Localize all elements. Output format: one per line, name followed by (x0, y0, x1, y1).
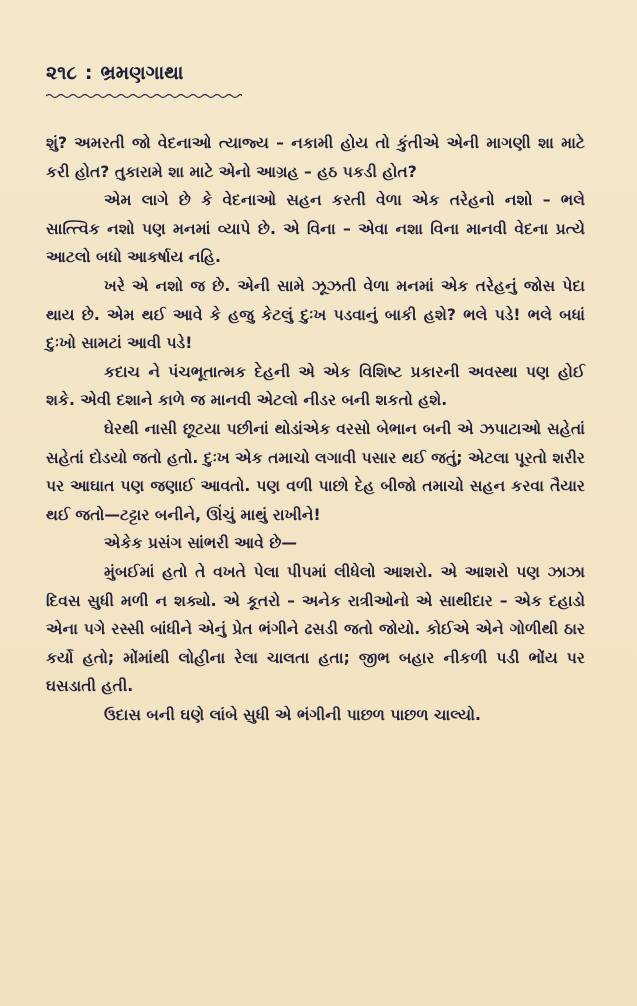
paragraph-1: શું? અમરતી જો વેદનાઓ ત્યાજ્ય – નકામી હોય તો કુંતીએ એની માગણી શા માટે કરી હોત? તુકારામે શા માટે એનો આગ્રહ – હઠ પકડી હોત? (46, 134, 585, 181)
paragraph-6: એકેક પ્રસંગ સાંભરી આવે છે— (104, 534, 297, 553)
header-separator: : (84, 62, 93, 84)
running-header (46, 62, 585, 84)
book-title: ભ્રમણગાથા (100, 62, 184, 84)
paragraph-5: ઘેરથી નાસી છૂટયા પછીનાં થોડાંએક વરસો બેભાન બની એ ઝપાટાઓ સહેતાં સહેતાં દોડયો જતો હતો. દુઃખ એક તમાચો લગાવી પસાર થઈ જતું; એટલા પૂરતો શરીર પર આઘાત પણ જણાઈ આવતો. પણ વળી પાછો દેહ બીજો તમાચો સહન કરવા તૈયાર થઈ જતો—ટટ્ટાર બનીને, ઊંચું માથું રાખીને! (46, 419, 585, 524)
page-number: ૨૧૮ (46, 62, 77, 84)
page-body (46, 129, 585, 729)
paragraph-3: ખરે એ નશો જ છે. એની સામે ઝૂઝતી વેળા મનમાં એક તરેહનું જોસ પેદા થાય છે. એમ થઈ આવે કે હજુ કેટલું દુઃખ પડવાનું બાકી હશે? ભલે પડે! ભલે બધાં દુઃખો સામટાં આવી પડે! (46, 276, 585, 353)
paragraph-2: એમ લાગે છે કે વેદનાઓ સહન કરતી વેળા એક તરેહનો નશો – ભલે સાત્ત્વિક નશો પણ મનમાં વ્યાપે છે. એ વિના – એવા નશા વિના માનવી વેદના પ્રત્યે આટલો બધો આકર્ષાય નહિ. (46, 191, 585, 267)
paragraph-4: કદાચ ને પંચભૂતાત્મક દેહની એ એક વિશિષ્ટ પ્રકારની અવસ્થા પણ હોઈ શકે. એવી દશાને કાળે જ માનવી એટલો નીડર બની શકતો હશે. (46, 362, 585, 410)
paragraph-8: ઉદાસ બની ઘણે લાંબે સુધી એ ભંગીની પાછળ પાછળ ચાલ્યો. (104, 705, 481, 724)
paragraph-7: મુંબઈમાં હતો તે વખતે પેલા પીપમાં લીધેલો આશરો. એ આશરો પણ ઝાઝા દિવસ સુધી મળી ન શક્યો. એ કૂતરો – અનેક રાત્રીઓનો એ સાથીદાર – એક દહાડો એના પગે રસ્સી બાંધીને એનું પ્રેત ભંગીને ઢસડી જતો જોયો. કોઈએ એને ગોળીથી ઠાર કર્યો હતો; મોંમાંથી લોહીના રેલા ચાલતા હતા; જીભ બહાર નીકળી પડી ભોંય પર ઘસડાતી હતી. (46, 562, 585, 696)
header-wavy-rule (46, 93, 242, 99)
